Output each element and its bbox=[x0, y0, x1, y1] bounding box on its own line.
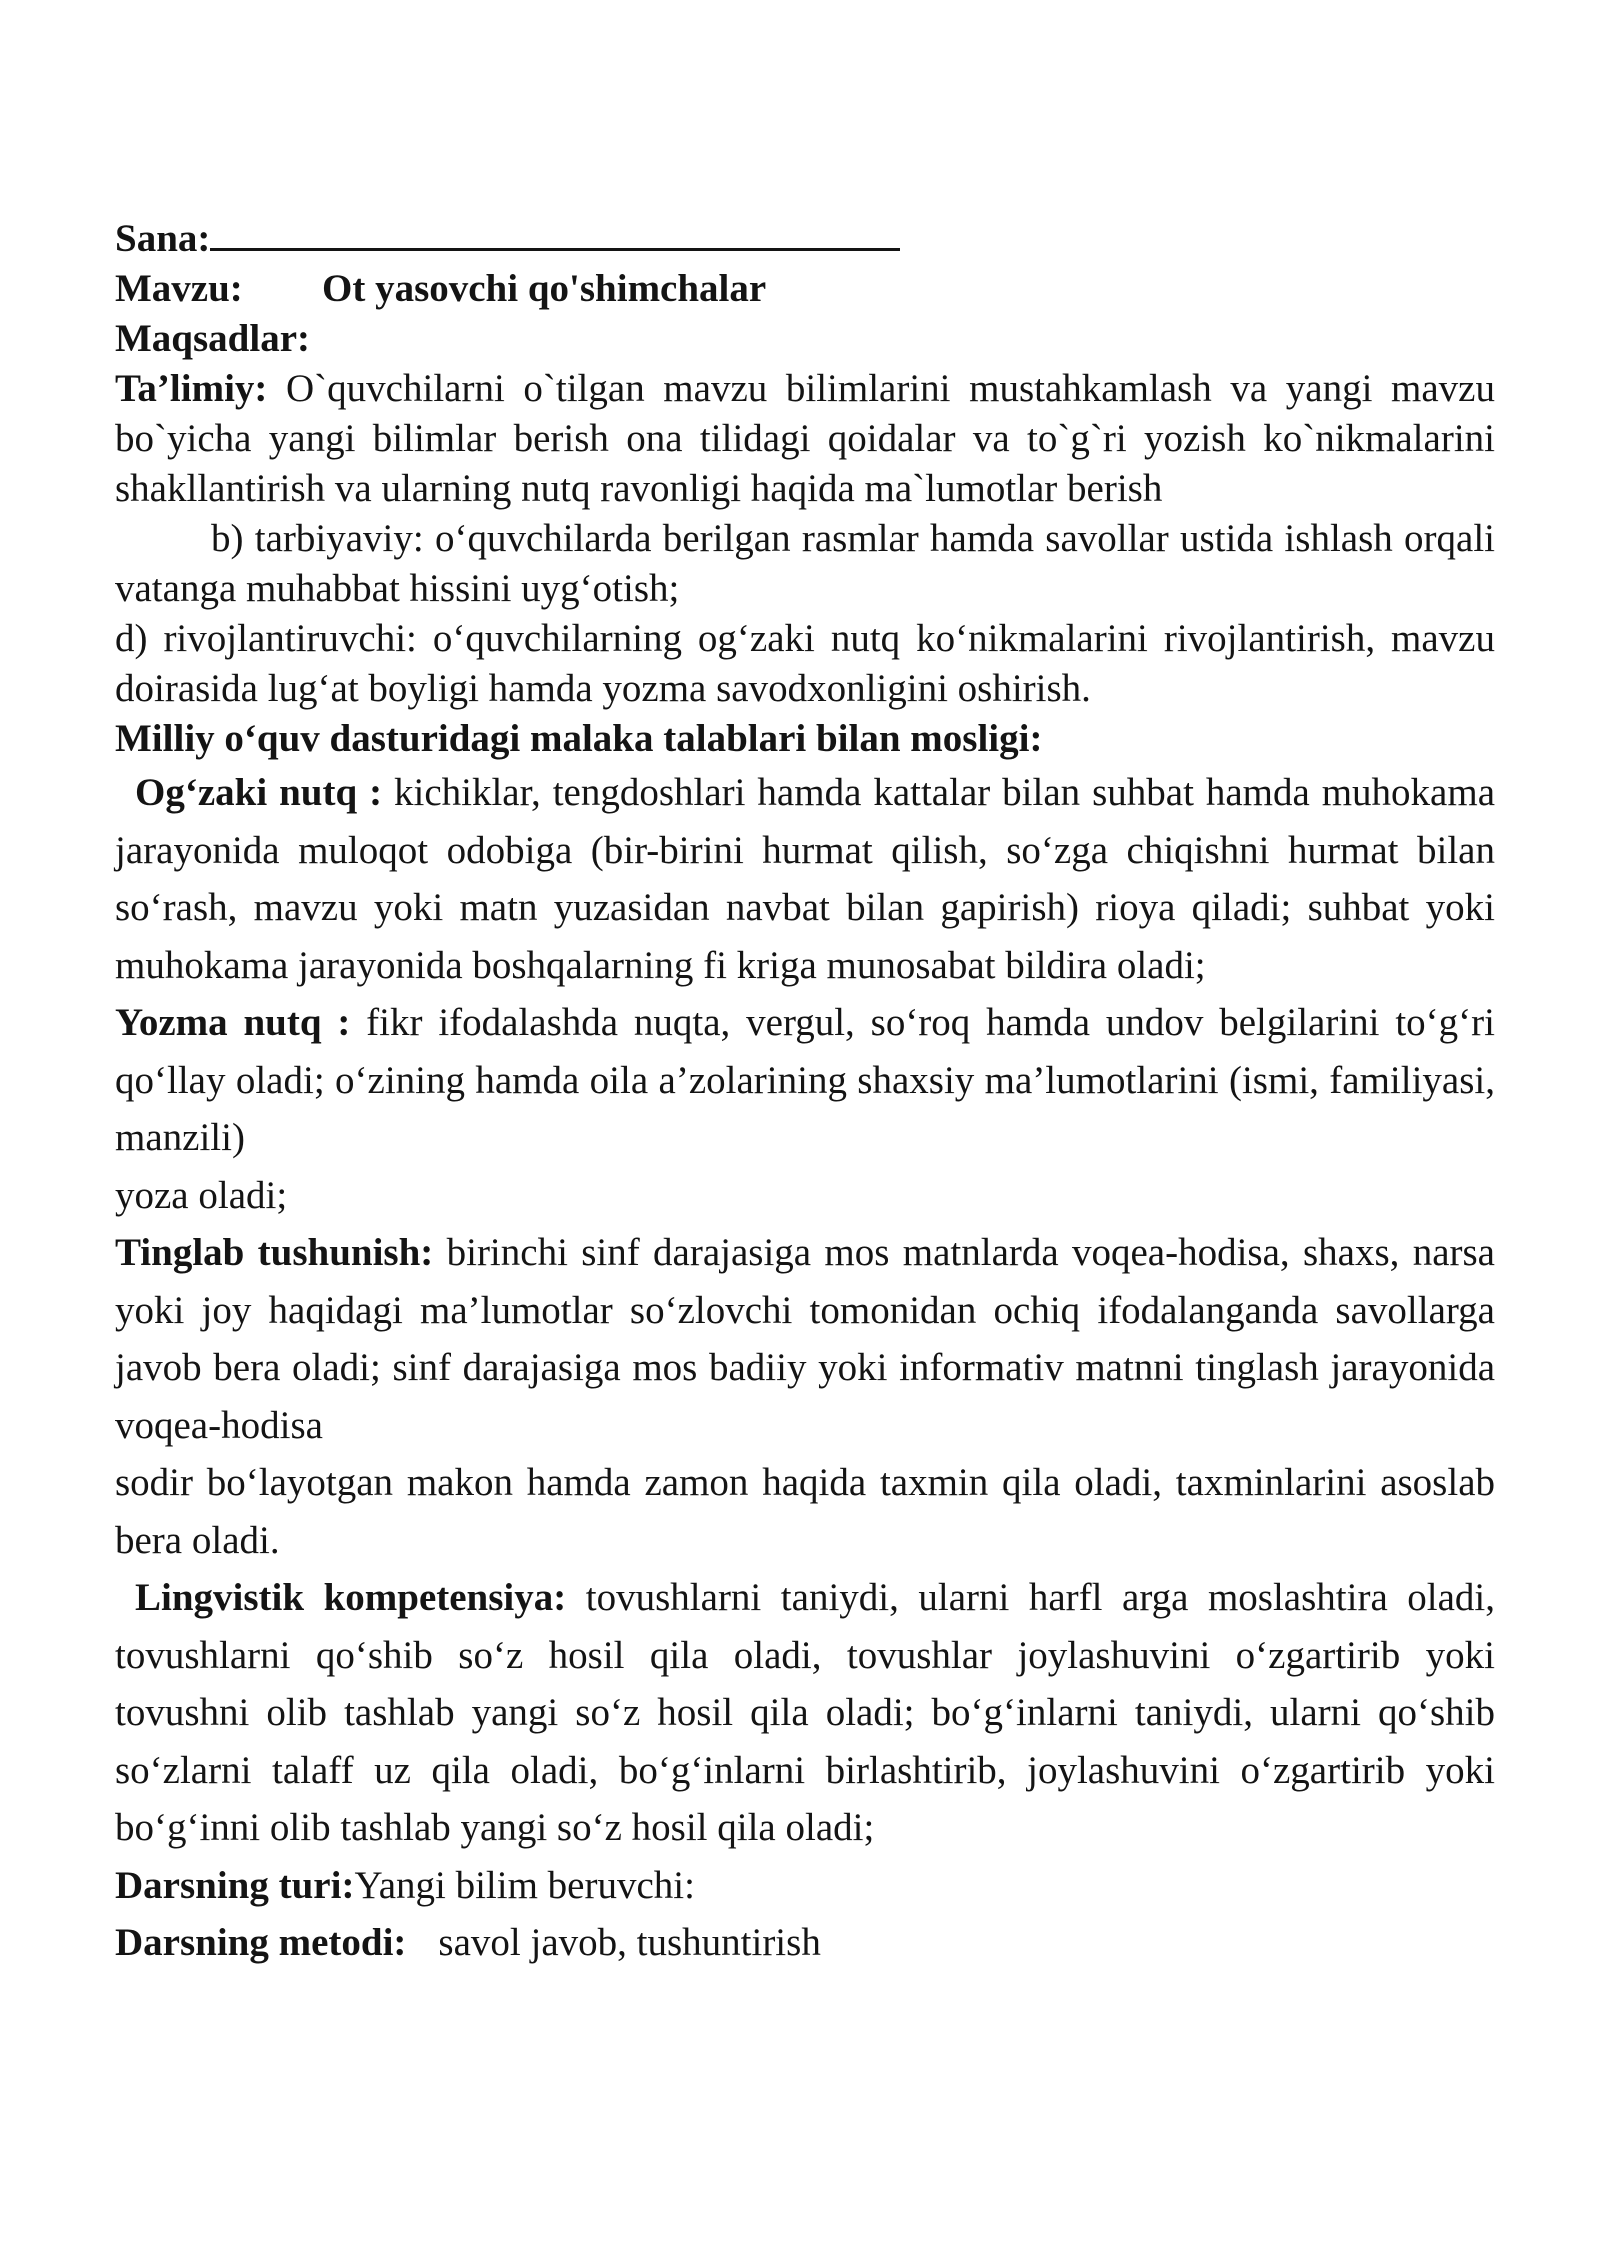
lingvistik-label: Lingvistik kompetensiya: bbox=[135, 1576, 567, 1619]
milliy-heading bbox=[115, 714, 1495, 764]
lingvistik-paragraph bbox=[115, 1569, 1495, 1857]
darsning-turi-value: Yangi bilim beruvchi: bbox=[354, 1863, 695, 1907]
ogzaki-text: kichiklar, tengdoshlari hamda kattalar bilan suhbat hamda muhokama jarayonida muloqot odobiga (bir-birini hurmat qilish, so‘zga chiqishni hurmat bilan so‘rash, mavzu yoki matn yuzasidan navbat bilan gapirish) rioya qiladi; suhbat yoki muhokama jarayonida boshqalarning fi kriga munosabat bildira oladi; bbox=[115, 771, 1495, 987]
tarbiyaviy-paragraph: b) tarbiyaviy: o‘quvchilarda berilgan rasmlar hamda savollar ustida ishlash orqali vatanga muhabbat hissini uyg‘otish; bbox=[115, 517, 1495, 610]
ogzaki-paragraph bbox=[115, 764, 1495, 994]
maqsadlar-label: Maqsadlar: bbox=[115, 317, 310, 360]
tinglab-continuation: sodir bo‘layotgan makon hamda zamon haqida taxmin qila oladi, taxminlarini asoslab bera oladi. bbox=[115, 1461, 1495, 1562]
darsning-metodi-value: savol javob, tushuntirish bbox=[438, 1921, 821, 1964]
yozma-label: Yozma nutq : bbox=[115, 1001, 351, 1044]
sana-label: Sana: bbox=[115, 217, 211, 260]
ogzaki-label: Og‘zaki nutq : bbox=[135, 771, 383, 814]
sana-blank-line bbox=[210, 212, 900, 251]
talimiy-paragraph bbox=[115, 364, 1495, 514]
yozma-paragraph bbox=[115, 994, 1495, 1167]
darsning-metodi-row bbox=[115, 1914, 1495, 1972]
rivojlantiruvchi-paragraph: d) rivojlantiruvchi: o‘quvchilarning og‘zaki nutq ko‘nikmalarini rivojlantirish, mavzu doirasida lug‘at boyligi hamda yozma savodxonligini oshirish. bbox=[115, 617, 1495, 710]
yozma-text: fikr ifodalashda nuqta, vergul, so‘roq hamda undov belgilarini to‘g‘ri qo‘llay oladi; o‘zining hamda oila a’zolarining shaxsiy ma’lumotlarini (ismi, familiyasi, manzili) bbox=[115, 1001, 1495, 1159]
darsning-turi-label: Darsning turi: bbox=[115, 1863, 355, 1907]
tinglab-label: Tinglab tushunish: bbox=[115, 1231, 434, 1274]
darsning-metodi-label: Darsning metodi: bbox=[115, 1921, 407, 1964]
mavzu-label: Mavzu: bbox=[115, 267, 243, 310]
maqsadlar-heading bbox=[115, 314, 1495, 364]
lesson-plan-document bbox=[115, 212, 1495, 1972]
sana-row bbox=[115, 212, 1495, 264]
mavzu-row bbox=[115, 264, 1495, 314]
mavzu-value: Ot yasovchi qo'shimchalar bbox=[322, 267, 767, 310]
tinglab-text: birinchi sinf darajasiga mos matnlarda voqea-hodisa, shaxs, narsa yoki joy haqidagi ma’lumotlar so‘zlovchi tomonidan ochiq ifodalanganda savollarga javob bera oladi; sinf darajasiga mos badiiy yoki informativ matnni tinglash jarayonida voqea-hodisa bbox=[115, 1231, 1495, 1447]
yozma-continuation: yoza oladi; bbox=[115, 1173, 288, 1217]
milliy-heading-text: Milliy o‘quv dasturidagi malaka talablari bilan mosligi: bbox=[115, 717, 1043, 760]
talimiy-label: Ta’limiy: bbox=[115, 367, 268, 410]
lingvistik-text: tovushlarni taniydi, ularni harfl arga moslashtira oladi, tovushlarni qo‘shib so‘z hosil qila oladi, tovushlar joylashuvini o‘zgartirib yoki tovushni olib tashlab yangi so‘z hosil qila oladi; bo‘g‘inlarni taniydi, ularni qo‘shib so‘zlarni talaff uz qila oladi, bo‘g‘inlarni birlashtirib, joylashuvini o‘zgartirib yoki bo‘g‘inni olib tashlab yangi so‘z hosil qila oladi; bbox=[115, 1576, 1496, 1849]
talimiy-text: O`quvchilarni o`tilgan mavzu bilimlarini mustahkamlash va yangi mavzu bo`yicha yangi bilimlar berish ona tilidagi qoidalar va to`g`ri yozish ko`nikmalarini shakllantirish va ularning nutq ravonligi haqida ma`lumotlar berish bbox=[115, 367, 1495, 510]
darsning-turi-row bbox=[115, 1857, 1495, 1915]
tinglab-paragraph bbox=[115, 1224, 1495, 1454]
